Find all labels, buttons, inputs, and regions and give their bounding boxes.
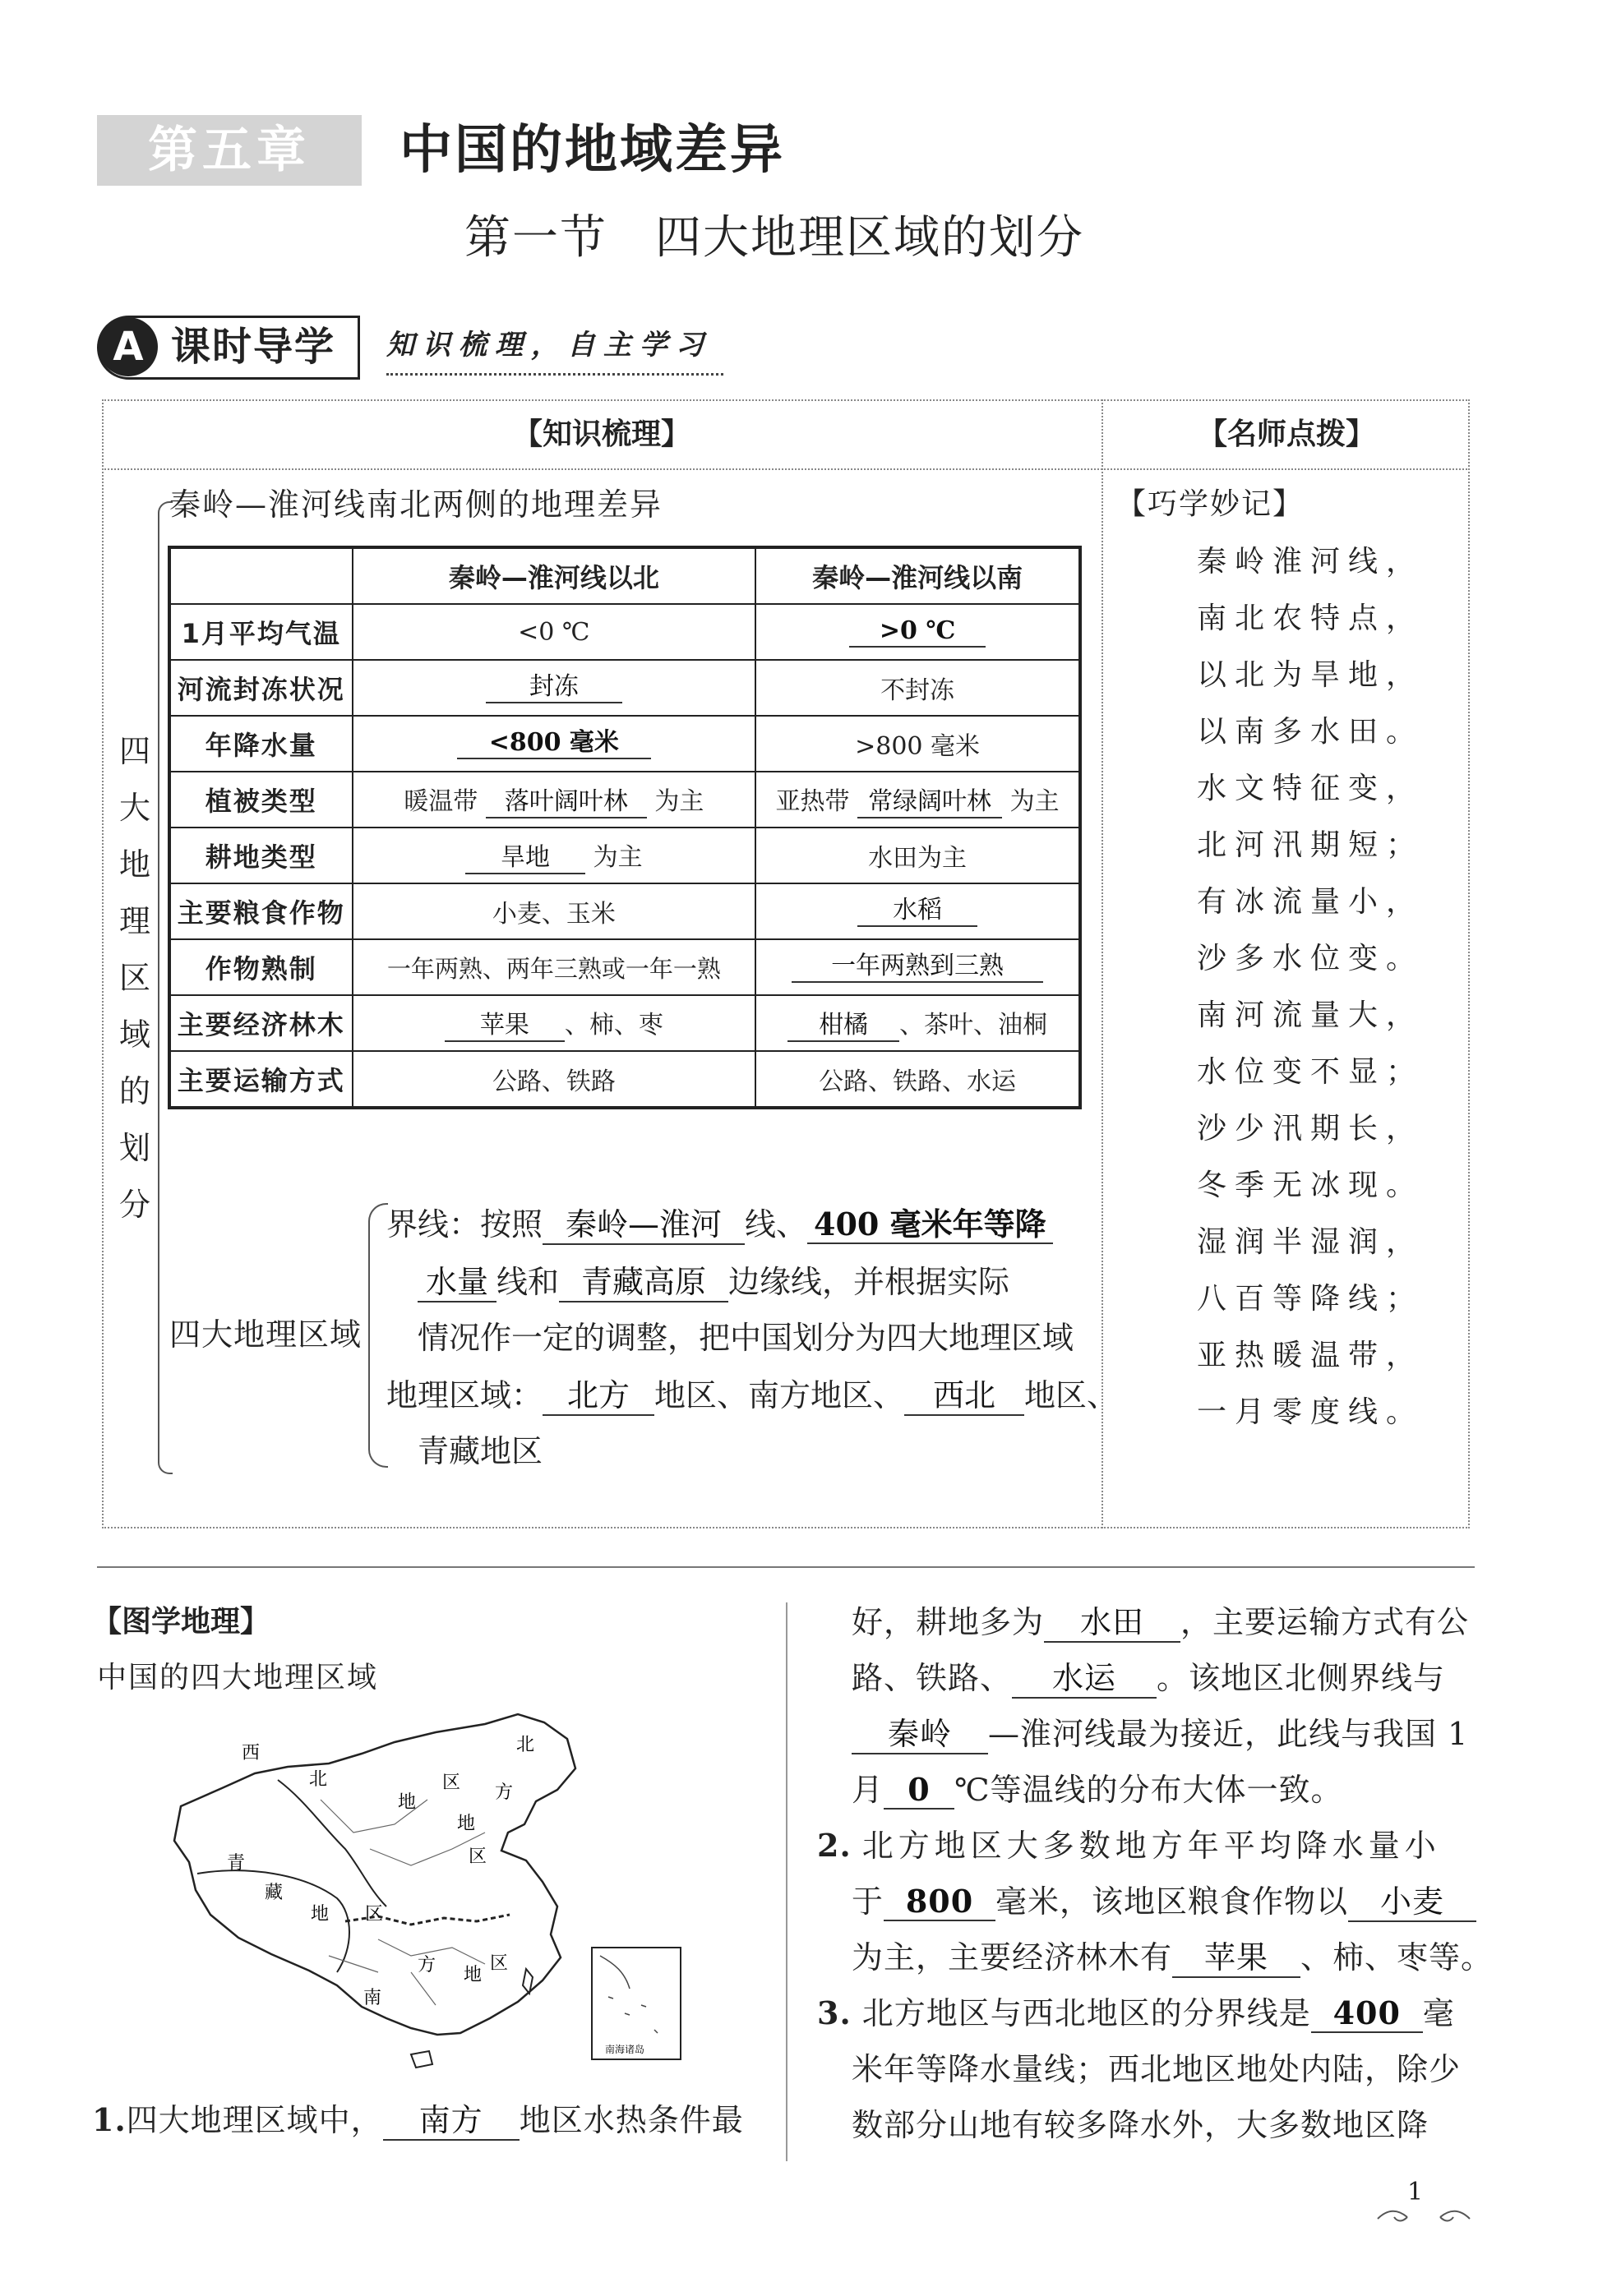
comparison-table: [168, 546, 1082, 1109]
text: 毫: [1422, 1995, 1455, 2031]
tip-line: 以北为旱地，: [1197, 658, 1425, 692]
question-3-line-1: [817, 1989, 1455, 2038]
row-label: 主要运输方式: [169, 1051, 353, 1108]
text: 、柿、枣等。: [1300, 1939, 1494, 1976]
row-label: 作物熟制: [169, 939, 353, 995]
tips-title: 【巧学妙记】: [1116, 487, 1305, 521]
south-cell: [755, 772, 1080, 828]
south-cell: [755, 995, 1080, 1051]
text: 暖温带: [404, 787, 478, 817]
text: 四大地理区域中，: [126, 2102, 383, 2138]
tip-line: 以南多水田。: [1197, 715, 1425, 749]
column-divider: [786, 1602, 787, 2161]
row-label: 主要粮食作物: [169, 883, 353, 939]
row-label: 河流封冻状况: [169, 660, 353, 716]
text: 为主，主要经济林木有: [852, 1939, 1173, 1976]
text: 地区水热条件最: [519, 2102, 744, 2138]
map-label: 方: [495, 1782, 514, 1803]
text: ，主要运输方式有公: [1180, 1604, 1470, 1640]
northwest-boundary: [278, 1780, 386, 1906]
answer-blank: 北方: [543, 1378, 654, 1416]
regions-label: 四大地理区域: [169, 1316, 363, 1353]
chapter-badge: 第五章: [97, 115, 362, 186]
south-cell: [755, 883, 1080, 939]
answer-blank: 一年两熟到三熟: [792, 952, 1043, 983]
question-3-line-2: 米年等降水量线；西北地区地处内陆，除少: [852, 2051, 1462, 2087]
text: 毫米，该地区粮食作物以: [995, 1883, 1349, 1920]
north-cell: [353, 828, 756, 883]
tip-line: 冬季无冰现。: [1197, 1169, 1425, 1202]
answer-blank: <800 毫米: [457, 729, 651, 759]
south-sea-inset: [592, 1948, 681, 2059]
table-header-north: 秦岭—淮河线以北: [353, 547, 756, 604]
tip-line: 沙少汛期长，: [1197, 1112, 1425, 1146]
tips-header: 【名师点拨】: [1197, 417, 1375, 451]
text: 月: [852, 1772, 884, 1808]
answer-blank: 秦岭: [852, 1717, 988, 1754]
guide-subtitle: 知识梳理，自主学习: [386, 322, 723, 376]
map-label: 西: [242, 1743, 261, 1763]
differences-title: 秦岭—淮河线南北两侧的地理差异: [169, 486, 663, 523]
text: 为主: [593, 843, 643, 873]
tip-line: 南河流量大，: [1197, 998, 1425, 1032]
north-cell: <0 ℃: [353, 604, 756, 660]
row-label: 年降水量: [169, 716, 353, 772]
question-number: 1.: [92, 2101, 127, 2138]
vertical-char: 划: [118, 1130, 150, 1166]
question-3-line-3: 数部分山地有较多降水外，大多数地区降: [852, 2107, 1429, 2143]
vertical-char: 分: [118, 1187, 150, 1223]
table-header-row: [169, 547, 1080, 604]
row-label: 植被类型: [169, 772, 353, 828]
south-cell: [755, 604, 1080, 660]
text: 线、: [745, 1206, 808, 1243]
text: ℃等温线的分布大体一致。: [954, 1772, 1343, 1808]
china-regions-map: [164, 1709, 707, 2095]
answer-blank: 800: [884, 1883, 995, 1921]
south-cell: 公路、铁路、水运: [755, 1051, 1080, 1108]
text: 北方地区大多数地方年平均降水量小: [861, 1828, 1441, 1864]
tip-line: 八百等降线；: [1197, 1282, 1425, 1316]
answer-blank: 封冻: [486, 673, 622, 703]
row-label: 耕地类型: [169, 828, 353, 883]
section-title: 第一节 四大地理区域的划分: [464, 211, 1084, 265]
frame-divider-horizontal: [102, 468, 1470, 470]
inset-label: 南海诸岛: [605, 2044, 645, 2055]
map-label: 地: [464, 1965, 483, 1985]
map-label: 藏: [265, 1883, 284, 1903]
regions-line-1: [386, 1201, 1053, 1247]
text: 路、铁路、: [852, 1660, 1013, 1696]
regions-line-3: 情况作一定的调整，把中国划分为四大地理区域: [418, 1320, 1074, 1356]
north-cell: 公路、铁路: [353, 1051, 756, 1108]
answer-blank: 青藏高原: [559, 1265, 728, 1302]
south-cell: [755, 939, 1080, 995]
question-1-line-2: [852, 1598, 1469, 1647]
map-label: 区: [490, 1953, 509, 1974]
table-row: [169, 828, 1080, 883]
hainan-island: [411, 2051, 432, 2068]
question-1-line-5: [852, 1765, 1343, 1814]
map-label: 方: [418, 1955, 436, 1976]
north-cell: 一年两熟、两年三熟或一年一熟: [353, 939, 756, 995]
text: 地区、南方地区、: [654, 1377, 905, 1413]
question-2-line-2: [852, 1877, 1476, 1926]
question-number: 2.: [817, 1827, 852, 1864]
frame-divider-vertical: [1102, 399, 1103, 1528]
regions-line-2: [418, 1259, 1009, 1305]
tip-line: 秦岭淮河线，: [1197, 545, 1425, 579]
tip-line: 亚热暖温带，: [1197, 1339, 1425, 1372]
tip-line: 水文特征变，: [1197, 772, 1425, 805]
regions-line-5: 青藏地区: [418, 1433, 543, 1469]
page-number: 1: [1407, 2178, 1424, 2206]
text: 好，耕地多为: [852, 1604, 1045, 1640]
vertical-char: 地: [118, 846, 150, 883]
vertical-char: 理: [118, 903, 150, 939]
vertical-char: 区: [118, 960, 150, 996]
table-row: [169, 772, 1080, 828]
answer-blank: 南方: [383, 2103, 520, 2141]
text: 地区、: [1024, 1377, 1119, 1413]
north-cell: [353, 660, 756, 716]
map-label: 区: [469, 1846, 487, 1867]
answer-blank: 柑橘: [787, 1012, 899, 1042]
table-row: [169, 995, 1080, 1051]
china-outline: [174, 1714, 575, 2035]
north-cell: [353, 995, 756, 1051]
vertical-char: 的: [118, 1073, 150, 1109]
answer-blank: 旱地: [465, 844, 585, 874]
text: 界线：按照: [386, 1206, 543, 1243]
question-number: 3.: [817, 1994, 852, 2031]
vertical-char: 域: [118, 1017, 150, 1053]
answer-blank: 常绿阔叶林: [857, 788, 1002, 818]
text: 、柿、枣: [564, 1011, 663, 1040]
table-header-south: 秦岭—淮河线以南: [755, 547, 1080, 604]
guide-label: 课时导学: [171, 324, 336, 370]
map-label: 地: [398, 1792, 417, 1813]
south-cell: 不封冻: [755, 660, 1080, 716]
regions-bracket: [368, 1203, 388, 1468]
tip-line: 沙多水位变。: [1197, 942, 1425, 975]
row-label: 主要经济林木: [169, 995, 353, 1051]
chapter-title: 中国的地域差异: [400, 119, 785, 181]
map-label: 北: [309, 1769, 328, 1790]
section-divider: [97, 1566, 1475, 1568]
answer-blank: 苹果: [1172, 1940, 1300, 1978]
table-header-empty: [169, 547, 353, 604]
answer-blank: 水运: [1012, 1661, 1157, 1699]
text: 线和: [496, 1264, 560, 1300]
answer-blank: 400 毫米年等降: [807, 1206, 1053, 1244]
text: 。该地区北侧界线与: [1157, 1660, 1446, 1696]
table-row: [169, 604, 1080, 660]
south-cell: >800 毫米: [755, 716, 1080, 772]
answer-blank: 水量: [418, 1265, 496, 1302]
tip-line: 一月零度线。: [1197, 1395, 1425, 1429]
tip-line: 北河汛期短；: [1197, 828, 1425, 862]
map-label: 地: [457, 1814, 476, 1834]
answer-blank: 小麦: [1348, 1884, 1476, 1922]
map-label: 青: [227, 1853, 246, 1874]
map-label: 南: [363, 1988, 382, 2008]
answer-blank: 400: [1311, 1995, 1423, 2033]
map-heading: 【图学地理】: [92, 1605, 270, 1639]
tip-line: 南北农特点，: [1197, 602, 1425, 635]
regions-line-4: [386, 1372, 1118, 1418]
map-caption: 中国的四大地理区域: [97, 1661, 379, 1694]
guide-letter-badge: A: [99, 317, 158, 376]
tip-line: 湿润半湿润，: [1197, 1225, 1425, 1259]
table-row: [169, 660, 1080, 716]
question-1-line-4: [852, 1709, 1468, 1759]
knowledge-header: 【知识梳理】: [512, 417, 690, 451]
page-ornament-icon: [1374, 2206, 1473, 2225]
table-row: [169, 716, 1080, 772]
vertical-char: 四: [118, 733, 150, 769]
question-1-line-3: [852, 1653, 1445, 1703]
text: 边缘线，并根据实际: [728, 1264, 1010, 1300]
answer-blank: 秦岭—淮河: [543, 1207, 745, 1245]
question-1-line-1: [92, 2095, 744, 2145]
map-label: 区: [365, 1904, 384, 1925]
table-row: [169, 1051, 1080, 1108]
map-label: 区: [442, 1773, 461, 1793]
question-2-line-3: [852, 1933, 1493, 1982]
answer-blank: 落叶阔叶林: [486, 788, 647, 818]
answer-blank: 水田: [1044, 1605, 1180, 1643]
text: 亚热带: [775, 787, 850, 817]
inset-coast: [600, 1956, 658, 2033]
south-cell: 水田为主: [755, 828, 1080, 883]
row-label: 1月平均气温: [169, 604, 353, 660]
tip-line: 水位变不显；: [1197, 1055, 1425, 1089]
text: 、茶叶、油桐: [899, 1011, 1048, 1040]
answer-blank: 0: [884, 1772, 954, 1810]
answer-blank: >0 ℃: [849, 617, 986, 648]
vertical-label: [115, 723, 155, 1233]
text: 地理区域：: [386, 1377, 543, 1413]
north-cell: 小麦、玉米: [353, 883, 756, 939]
tip-line: 有冰流量小，: [1197, 885, 1425, 919]
text: —淮河线最为接近，此线与我国 1: [988, 1716, 1469, 1752]
north-cell: [353, 772, 756, 828]
map-label: 北: [516, 1735, 535, 1755]
table-row: [169, 883, 1080, 939]
text: 于: [852, 1883, 884, 1920]
map-label: 地: [311, 1904, 330, 1925]
text: 为主: [654, 787, 704, 817]
north-cell: [353, 716, 756, 772]
answer-blank: 苹果: [445, 1012, 565, 1042]
question-2-line-1: [817, 1821, 1441, 1870]
text: 北方地区与西北地区的分界线是: [861, 1995, 1311, 2031]
answer-blank: 西北: [904, 1378, 1024, 1416]
text: 为主: [1009, 787, 1060, 817]
vertical-char: 大: [118, 790, 150, 826]
table-row: [169, 939, 1080, 995]
answer-blank: 水稻: [857, 897, 977, 927]
